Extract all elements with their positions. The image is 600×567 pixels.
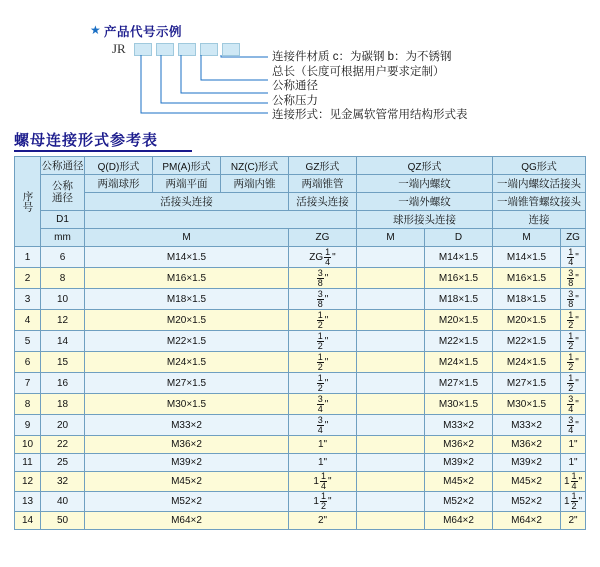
table-header-row-5 <box>15 229 586 247</box>
cell-dn: 18 <box>41 394 85 415</box>
cell-no: 5 <box>15 331 41 352</box>
cell-dn: 32 <box>41 472 85 492</box>
cell-no: 4 <box>15 310 41 331</box>
cell-qz-m <box>357 415 425 436</box>
cell-dn: 22 <box>41 436 85 454</box>
cell-dn: 25 <box>41 454 85 472</box>
cell-qz-d: M18×1.5 <box>425 289 493 310</box>
cell-gz-zg: $\frac{1}{2}$ " <box>289 373 357 394</box>
table-header-row-1 <box>15 157 586 175</box>
page-title: 螺母连接形式参考表 <box>14 132 159 149</box>
cell-qg-m: M18×1.5 <box>493 289 561 310</box>
cell-qz-m <box>357 331 425 352</box>
cell-qd-m: M24×1.5 <box>85 352 289 373</box>
cell-qg-m: M16×1.5 <box>493 268 561 289</box>
cell-gz-zg: $\frac{3}{8}$ " <box>289 289 357 310</box>
legend-item-nominal-pressure: 公称压力 <box>272 94 318 107</box>
header-ball-joint <box>85 211 357 229</box>
cell-qz-m <box>357 472 425 492</box>
cell-qd-m: M22×1.5 <box>85 331 289 352</box>
cell-qg-m: M30×1.5 <box>493 394 561 415</box>
cell-qg-zg: 2" <box>561 512 586 530</box>
cell-qg-zg: $\frac{1}{2}$ " <box>561 352 586 373</box>
cell-qz-d: M36×2 <box>425 436 493 454</box>
header-gz: GZ形式 <box>289 157 357 175</box>
cell-qg-zg: $\frac{1}{4}$ " <box>561 247 586 268</box>
header-q-d-sub: 两端球形 <box>85 175 153 193</box>
cell-no: 12 <box>15 472 41 492</box>
cell-no: 10 <box>15 436 41 454</box>
header-qg-connection: 连接 <box>493 211 586 229</box>
header-unit-zg: ZG <box>289 229 357 247</box>
table-row <box>15 310 586 331</box>
table-header-row-3 <box>15 193 586 211</box>
header-d1: D1 <box>41 211 85 229</box>
cell-qz-m <box>357 289 425 310</box>
cell-gz-zg: 1 $\frac{1}{2}$ " <box>289 492 357 512</box>
cell-qd-m: M45×2 <box>85 472 289 492</box>
header-nz-c-sub: 两端内锥 <box>221 175 289 193</box>
cell-no: 13 <box>15 492 41 512</box>
cell-no: 11 <box>15 454 41 472</box>
cell-dn: 8 <box>41 268 85 289</box>
table-row <box>15 373 586 394</box>
cell-qz-d: M30×1.5 <box>425 394 493 415</box>
header-unit-mm: mm <box>41 229 85 247</box>
header-union-connection: 活接头连接 <box>85 193 289 211</box>
cell-qz-m <box>357 512 425 530</box>
header-unit-qz-d: D <box>425 229 493 247</box>
cell-dn: 16 <box>41 373 85 394</box>
cell-qz-d: M45×2 <box>425 472 493 492</box>
cell-qg-m: M27×1.5 <box>493 373 561 394</box>
legend-item-list <box>272 50 468 123</box>
header-nominal-diameter: 公称通径 <box>41 157 85 175</box>
cell-qz-m <box>357 394 425 415</box>
cell-no: 8 <box>15 394 41 415</box>
cell-qz-d: M39×2 <box>425 454 493 472</box>
cell-qg-zg: $\frac{3}{4}$ " <box>561 394 586 415</box>
header-qz-external-thread: 一端外螺纹 <box>357 193 493 211</box>
cell-qg-zg: $\frac{1}{2}$ " <box>561 373 586 394</box>
legend-item-connection-type: 连接形式：见金属软管常用结构形式表 <box>272 109 468 122</box>
header-seq: 序号 <box>15 157 41 247</box>
table-row <box>15 247 586 268</box>
cell-qg-zg: $\frac{3}{8}$ " <box>561 289 586 310</box>
header-pm-a-sub: 两端平面 <box>153 175 221 193</box>
legend-title: 产品代号示例 <box>104 25 183 39</box>
cell-qd-m: M52×2 <box>85 492 289 512</box>
cell-qz-d: M64×2 <box>425 512 493 530</box>
table-row <box>15 472 586 492</box>
cell-gz-zg: $\frac{1}{2}$ " <box>289 331 357 352</box>
cell-qg-zg: 1" <box>561 454 586 472</box>
product-code-legend <box>0 0 600 126</box>
header-nz-c: NZ(C)形式 <box>221 157 289 175</box>
header-dn-cn: 公称 通径 <box>41 175 85 211</box>
cell-qd-m: M36×2 <box>85 436 289 454</box>
code-prefix: JR <box>112 41 126 56</box>
cell-gz-zg: 1 $\frac{1}{4}$ " <box>289 472 357 492</box>
cell-qz-d: M20×1.5 <box>425 310 493 331</box>
cell-gz-zg: $\frac{3}{8}$ " <box>289 268 357 289</box>
cell-qg-m: M64×2 <box>493 512 561 530</box>
star-icon: ★ <box>90 23 101 37</box>
cell-qz-d: M27×1.5 <box>425 373 493 394</box>
cell-qg-zg: 1 $\frac{1}{2}$ " <box>561 492 586 512</box>
cell-dn: 6 <box>41 247 85 268</box>
cell-qd-m: M64×2 <box>85 512 289 530</box>
cell-qg-m: M33×2 <box>493 415 561 436</box>
cell-qg-zg: $\frac{1}{2}$ " <box>561 310 586 331</box>
cell-dn: 20 <box>41 415 85 436</box>
cell-qz-d: M24×1.5 <box>425 352 493 373</box>
table-row <box>15 436 586 454</box>
cell-qg-m: M52×2 <box>493 492 561 512</box>
cell-qg-m: M22×1.5 <box>493 331 561 352</box>
cell-qg-m: M20×1.5 <box>493 310 561 331</box>
cell-dn: 15 <box>41 352 85 373</box>
cell-qg-zg: 1 $\frac{1}{4}$ " <box>561 472 586 492</box>
legend-item-material: 连接件材质 c：为碳钢 b：为不锈钢 <box>272 51 452 63</box>
cell-qd-m: M14×1.5 <box>85 247 289 268</box>
cell-dn: 10 <box>41 289 85 310</box>
table-header-row-2 <box>15 175 586 193</box>
header-qz-sub: 一端内螺纹 <box>357 175 493 193</box>
cell-qg-m: M24×1.5 <box>493 352 561 373</box>
cell-dn: 40 <box>41 492 85 512</box>
header-gz-union: 活接头连接 <box>289 193 357 211</box>
cell-gz-zg: 1" <box>289 454 357 472</box>
header-unit-qg-m: M <box>493 229 561 247</box>
cell-qd-m: M27×1.5 <box>85 373 289 394</box>
cell-qd-m: M18×1.5 <box>85 289 289 310</box>
cell-qg-zg: $\frac{3}{8}$ " <box>561 268 586 289</box>
cell-qz-m <box>357 436 425 454</box>
table-row <box>15 512 586 530</box>
cell-dn: 12 <box>41 310 85 331</box>
cell-qg-m: M39×2 <box>493 454 561 472</box>
table-row <box>15 331 586 352</box>
cell-dn: 14 <box>41 331 85 352</box>
cell-qz-d: M33×2 <box>425 415 493 436</box>
header-unit-qg-zg: ZG <box>561 229 586 247</box>
header-unit-m: M <box>85 229 289 247</box>
cell-gz-zg: $\frac{3}{4}$ " <box>289 394 357 415</box>
header-qg-taper-thread: 一端锥管螺纹接头 <box>493 193 586 211</box>
cell-gz-zg: $\frac{1}{2}$ " <box>289 310 357 331</box>
cell-qg-zg: $\frac{3}{4}$ " <box>561 415 586 436</box>
cell-qz-m <box>357 492 425 512</box>
cell-qz-d: M52×2 <box>425 492 493 512</box>
cell-no: 14 <box>15 512 41 530</box>
table-row <box>15 394 586 415</box>
table-row <box>15 352 586 373</box>
header-unit-qz-m: M <box>357 229 425 247</box>
cell-qz-m <box>357 454 425 472</box>
cell-gz-zg: $\frac{1}{2}$ " <box>289 352 357 373</box>
spec-table <box>14 156 586 530</box>
header-qz: QZ形式 <box>357 157 493 175</box>
table-header-row-4 <box>15 211 586 229</box>
cell-dn: 50 <box>41 512 85 530</box>
table-row <box>15 415 586 436</box>
table-row <box>15 289 586 310</box>
cell-qz-m <box>357 247 425 268</box>
cell-qz-m <box>357 268 425 289</box>
cell-qg-m: M36×2 <box>493 436 561 454</box>
legend-item-nominal-diameter: 公称通径 <box>272 80 318 93</box>
cell-no: 3 <box>15 289 41 310</box>
header-qg-sub: 一端内螺纹活接头 <box>493 175 586 193</box>
cell-qd-m: M39×2 <box>85 454 289 472</box>
cell-qz-d: M14×1.5 <box>425 247 493 268</box>
cell-gz-zg: ZG $\frac{1}{4}$ " <box>289 247 357 268</box>
header-q-d: Q(D)形式 <box>85 157 153 175</box>
cell-qg-zg: 1" <box>561 436 586 454</box>
cell-qg-m: M45×2 <box>493 472 561 492</box>
cell-no: 6 <box>15 352 41 373</box>
cell-qz-m <box>357 310 425 331</box>
cell-qd-m: M30×1.5 <box>85 394 289 415</box>
header-qg: QG形式 <box>493 157 586 175</box>
table-row <box>15 492 586 512</box>
table-row <box>15 454 586 472</box>
cell-qd-m: M33×2 <box>85 415 289 436</box>
cell-qz-d: M22×1.5 <box>425 331 493 352</box>
cell-qz-d: M16×1.5 <box>425 268 493 289</box>
cell-gz-zg: $\frac{3}{4}$ " <box>289 415 357 436</box>
cell-gz-zg: 2" <box>289 512 357 530</box>
header-gz-sub: 两端锥管 <box>289 175 357 193</box>
legend-item-total-length: 总长（长度可根据用户要求定制） <box>272 65 445 78</box>
cell-qd-m: M20×1.5 <box>85 310 289 331</box>
cell-qz-m <box>357 373 425 394</box>
cell-qg-m: M14×1.5 <box>493 247 561 268</box>
cell-qz-m <box>357 352 425 373</box>
header-qz-ball-joint: 球形接头连接 <box>357 211 493 229</box>
title-underline <box>14 150 192 152</box>
cell-no: 9 <box>15 415 41 436</box>
cell-no: 2 <box>15 268 41 289</box>
header-pm-a: PM(A)形式 <box>153 157 221 175</box>
cell-no: 1 <box>15 247 41 268</box>
cell-gz-zg: 1" <box>289 436 357 454</box>
cell-no: 7 <box>15 373 41 394</box>
table-row <box>15 268 586 289</box>
cell-qd-m: M16×1.5 <box>85 268 289 289</box>
cell-qg-zg: $\frac{1}{2}$ " <box>561 331 586 352</box>
